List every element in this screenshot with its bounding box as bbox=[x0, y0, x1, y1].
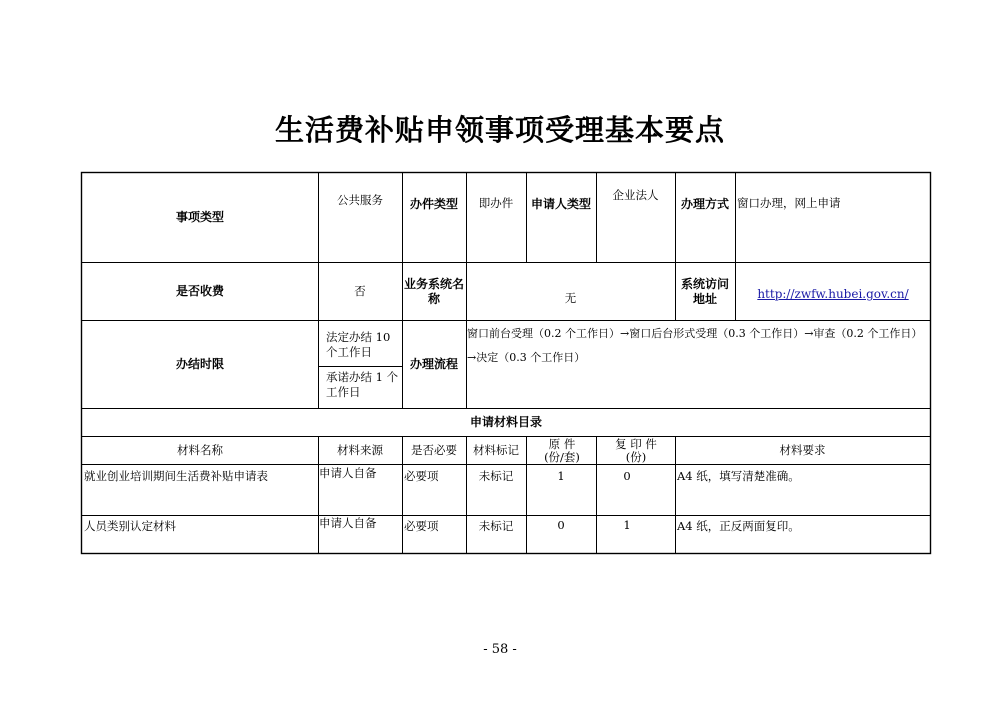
system-name-label: 业务系统名称 bbox=[404, 276, 465, 306]
handle-method-value: 窗口办理，网上申请 bbox=[737, 196, 841, 210]
item-type-value: 公共服务 bbox=[337, 193, 383, 207]
fee-value: 否 bbox=[354, 284, 366, 298]
material-row-1-original: 1 bbox=[557, 469, 565, 483]
material-row-1-mark: 未标记 bbox=[478, 469, 514, 483]
handle-method-label: 办理方式 bbox=[680, 196, 729, 211]
material-row-2-required: 必要项 bbox=[404, 519, 439, 533]
material-row-1-name: 就业创业培训期间生活费补贴申请表 bbox=[84, 469, 268, 483]
material-row-2-source: 申请人自备 bbox=[319, 516, 377, 530]
handle-type-label: 办件类型 bbox=[409, 196, 458, 211]
material-row-1-copy: 0 bbox=[623, 469, 631, 483]
system-url-cell bbox=[736, 263, 930, 326]
applicant-type-value: 企业法人 bbox=[612, 188, 659, 202]
time-limit-label: 办结时限 bbox=[175, 357, 224, 371]
legal-time-limit: 法定办结 10 个工作日 bbox=[326, 330, 391, 359]
page-number: - 58 - bbox=[483, 642, 517, 657]
promised-time-limit: 承诺办结 1 个工作日 bbox=[326, 370, 399, 399]
header-copy: 复 印 件 (份) bbox=[615, 436, 657, 464]
material-row-2-requirement: A4 纸，正反两面复印。 bbox=[677, 519, 800, 533]
header-requirement: 材料要求 bbox=[779, 443, 826, 457]
fee-label: 是否收费 bbox=[175, 284, 224, 298]
material-row-2-name: 人员类别认定材料 bbox=[84, 519, 176, 533]
applicant-type-label: 申请人类型 bbox=[530, 196, 591, 211]
header-original: 原 件 (份/套) bbox=[544, 436, 580, 464]
item-type-label: 事项类型 bbox=[175, 210, 224, 224]
material-row-2-mark: 未标记 bbox=[478, 519, 514, 533]
process-label: 办理流程 bbox=[409, 357, 458, 371]
process-value: 窗口前台受理（0.2 个工作日）→窗口后台形式受理（0.3 个工作日）→审查（0.2 个工作日）→决定（0.3 个工作日） bbox=[467, 327, 923, 364]
material-row-1-required: 必要项 bbox=[404, 469, 439, 483]
material-row-2-copy: 1 bbox=[623, 518, 631, 532]
header-material-name: 材料名称 bbox=[177, 443, 223, 457]
material-row-1-source: 申请人自备 bbox=[319, 466, 377, 480]
material-row-1-requirement: A4 纸，填写清楚准确。 bbox=[677, 469, 800, 483]
system-url-link[interactable]: http://zwfw.hubei.gov.cn/ bbox=[757, 287, 909, 301]
handle-type-value: 即办件 bbox=[478, 196, 514, 210]
document-title: 生活费补贴申领事项受理基本要点 bbox=[274, 113, 725, 147]
materials-section-title: 申请材料目录 bbox=[469, 415, 542, 429]
system-name-value: 无 bbox=[564, 290, 577, 305]
header-mark: 材料标记 bbox=[473, 443, 519, 457]
system-url-label: 系统访问地址 bbox=[680, 276, 729, 306]
material-row-2-original: 0 bbox=[557, 518, 565, 532]
header-required: 是否必要 bbox=[411, 443, 457, 457]
header-material-source: 材料来源 bbox=[337, 443, 383, 457]
